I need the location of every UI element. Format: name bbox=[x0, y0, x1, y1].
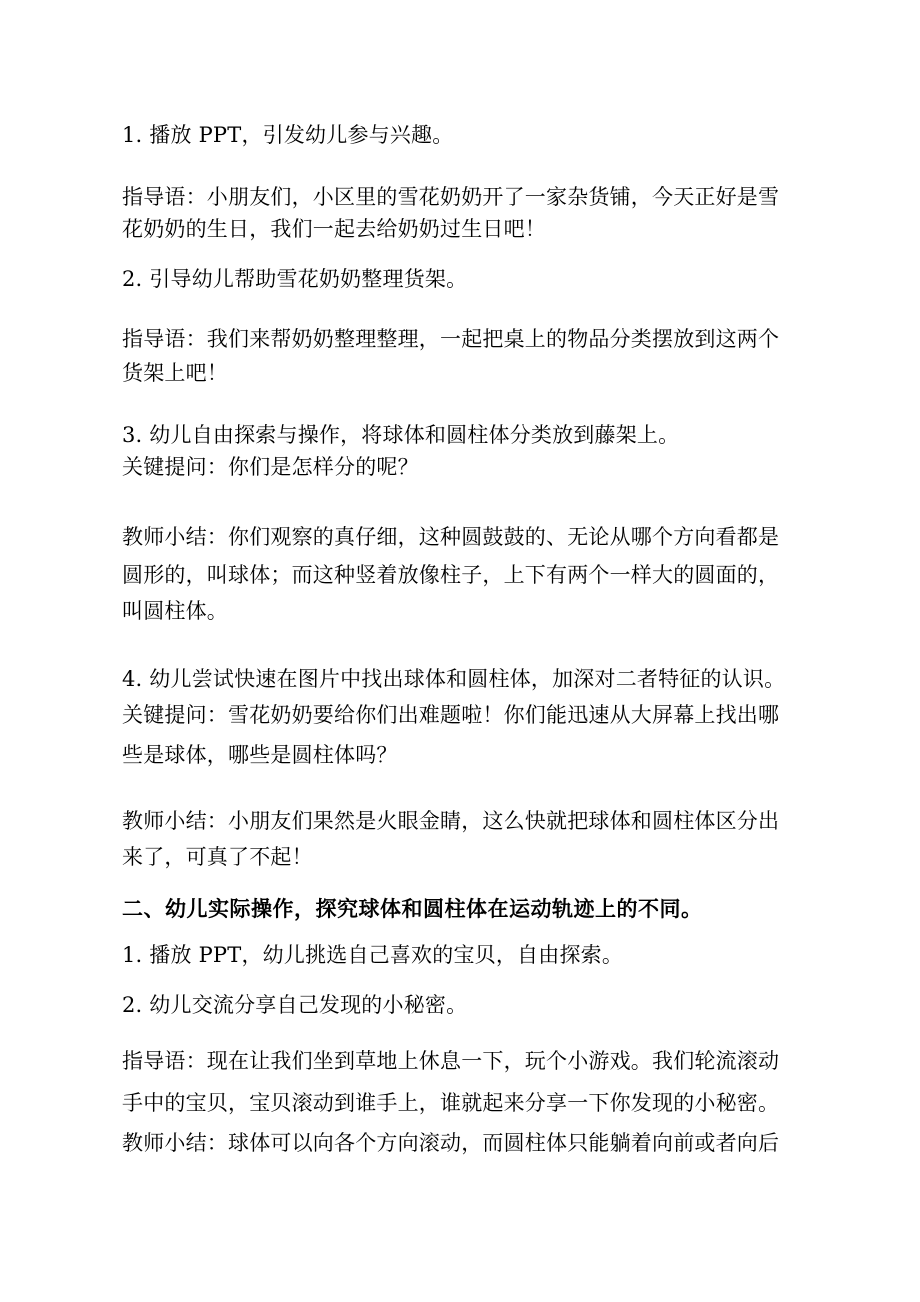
key-question-2-line-1: 关键提问：雪花奶奶要给你们出难题啦！你们能迅速从大屏幕上找出哪 bbox=[122, 703, 780, 727]
key-question-1: 关键提问：你们是怎样分的呢？ bbox=[122, 455, 419, 479]
step-1-play-ppt: 1. 播放 PPT，引发幼儿参与兴趣。 bbox=[122, 123, 454, 147]
guide-text-1-line-2: 花奶奶的生日，我们一起去给奶奶过生日吧！ bbox=[122, 217, 546, 241]
step-4-find-shapes: 4. 幼儿尝试快速在图片中找出球体和圆柱体，加深对二者特征的认识。 bbox=[122, 667, 786, 691]
teacher-summary-2-line-2: 来了，可真了不起！ bbox=[122, 845, 313, 869]
key-question-2-line-2: 些是球体，哪些是圆柱体吗？ bbox=[122, 743, 398, 767]
guide-text-1-line-1: 指导语：小朋友们，小区里的雪花奶奶开了一家杂货铺，今天正好是雪 bbox=[122, 185, 780, 209]
step-3-free-explore: 3. 幼儿自由探索与操作，将球体和圆柱体分类放到藤架上。 bbox=[122, 423, 680, 447]
section-2-step-1: 1. 播放 PPT，幼儿挑选自己喜欢的宝贝，自由探索。 bbox=[122, 943, 624, 967]
guide-text-2-line-2: 货架上吧！ bbox=[122, 361, 228, 385]
guide-text-3-line-1: 指导语：现在让我们坐到草地上休息一下，玩个小游戏。我们轮流滚动 bbox=[122, 1049, 780, 1073]
guide-text-3-line-2: 手中的宝贝，宝贝滚动到谁手上，谁就起来分享一下你发现的小秘密。 bbox=[122, 1091, 780, 1115]
teacher-summary-1-line-2: 圆形的，叫球体；而这种竖着放像柱子，上下有两个一样大的圆面的， bbox=[122, 563, 780, 587]
section-2-step-2: 2. 幼儿交流分享自己发现的小秘密。 bbox=[122, 993, 468, 1017]
teacher-summary-2-line-1: 教师小结：小朋友们果然是火眼金睛，这么快就把球体和圆柱体区分出 bbox=[122, 809, 780, 833]
teacher-summary-1-line-1: 教师小结：你们观察的真仔细，这种圆鼓鼓的、无论从哪个方向看都是 bbox=[122, 525, 780, 549]
step-2-organize-shelves: 2. 引导幼儿帮助雪花奶奶整理货架。 bbox=[122, 267, 468, 291]
teacher-summary-1-line-3: 叫圆柱体。 bbox=[122, 599, 228, 623]
teacher-summary-3-line-1: 教师小结：球体可以向各个方向滚动，而圆柱体只能躺着向前或者向后 bbox=[122, 1131, 780, 1155]
section-2-heading: 二、幼儿实际操作，探究球体和圆柱体在运动轨迹上的不同。 bbox=[122, 897, 703, 921]
guide-text-2-line-1: 指导语：我们来帮奶奶整理整理，一起把桌上的物品分类摆放到这两个 bbox=[122, 327, 780, 351]
